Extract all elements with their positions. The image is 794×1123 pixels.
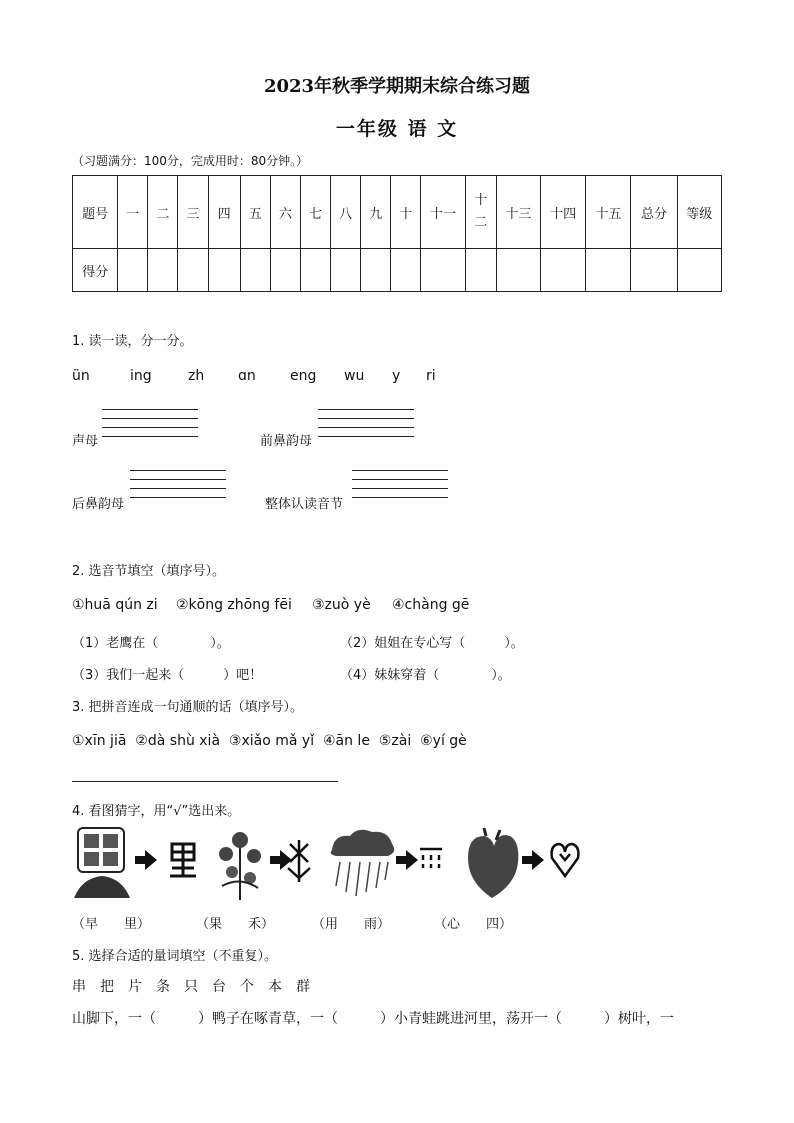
pinyin-item: eng bbox=[290, 368, 317, 384]
label-front-nasal: 前鼻韵母 bbox=[260, 434, 313, 449]
arrow-right-icon bbox=[522, 850, 544, 870]
score-table-header-cell: 六 bbox=[270, 176, 300, 249]
option: ③zuò yè bbox=[312, 597, 371, 613]
field-on-mound-icon bbox=[72, 826, 132, 902]
score-table-header-cell: 九 bbox=[361, 176, 391, 249]
q2-item-2: （2）姐姐在专心写（ ）。 bbox=[340, 636, 524, 651]
q5-title: 5. 选择合适的量词填空（不重复）。 bbox=[72, 949, 278, 964]
score-table-header-label: 题号 bbox=[73, 176, 118, 249]
score-cell[interactable] bbox=[421, 249, 465, 292]
q4-choice-3[interactable]: （用 雨） bbox=[312, 917, 391, 932]
score-cell[interactable] bbox=[331, 249, 361, 292]
q5-word-bank: 串 把 片 条 只 台 个 本 群 bbox=[72, 979, 310, 995]
fruit-tree-icon bbox=[212, 826, 268, 902]
score-cell[interactable] bbox=[240, 249, 270, 292]
answer-lines[interactable] bbox=[130, 470, 226, 506]
score-table-header-cell: 四 bbox=[208, 176, 240, 249]
q4-choice-2[interactable]: （果 禾） bbox=[196, 917, 275, 932]
score-table-row-label: 得分 bbox=[73, 249, 118, 292]
score-table-header-cell: 五 bbox=[240, 176, 270, 249]
score-cell[interactable] bbox=[391, 249, 421, 292]
q4-choice-1[interactable]: （早 里） bbox=[72, 917, 151, 932]
q2-title: 2. 选音节填空（填序号）。 bbox=[72, 564, 226, 579]
score-cell[interactable] bbox=[631, 249, 677, 292]
ancient-xin-glyph-icon bbox=[548, 840, 582, 878]
score-table-header-row bbox=[73, 176, 722, 249]
label-back-nasal: 后鼻韵母 bbox=[72, 497, 125, 512]
ancient-yu-glyph-icon bbox=[418, 846, 444, 872]
score-table-header-cell: 等级 bbox=[677, 176, 721, 249]
score-cell[interactable] bbox=[541, 249, 586, 292]
q1-title: 1. 读一读，分一分。 bbox=[72, 334, 193, 349]
pinyin-item: wu bbox=[344, 368, 365, 384]
option: ④chàng gē bbox=[392, 597, 470, 613]
arrow-right-icon bbox=[396, 850, 418, 870]
option: ②kōng zhōng fēi bbox=[176, 597, 292, 613]
score-table-header-cell: 十 bbox=[391, 176, 421, 249]
score-cell[interactable] bbox=[118, 249, 148, 292]
score-table-header-cell: 总分 bbox=[631, 176, 677, 249]
ancient-guo-glyph-icon bbox=[284, 838, 314, 884]
score-cell[interactable] bbox=[148, 249, 178, 292]
q2-item-1: （1）老鹰在（ ）。 bbox=[72, 636, 230, 651]
score-cell[interactable] bbox=[208, 249, 240, 292]
score-table bbox=[72, 175, 722, 292]
pinyin-item: ün bbox=[72, 368, 90, 384]
score-cell[interactable] bbox=[300, 249, 330, 292]
score-table-score-row bbox=[73, 249, 722, 292]
score-table-header-cell: 十四 bbox=[541, 176, 586, 249]
pinyin-item: ing bbox=[130, 368, 152, 384]
page-title: 2023年秋季学期期末综合练习题 bbox=[263, 76, 531, 97]
q4-title: 4. 看图猜字，用“√”选出来。 bbox=[72, 804, 241, 819]
ancient-li-glyph-icon bbox=[168, 840, 198, 880]
label-whole-syllable: 整体认读音节 bbox=[265, 497, 344, 512]
score-cell[interactable] bbox=[496, 249, 540, 292]
answer-lines[interactable] bbox=[102, 409, 198, 445]
q4-choice-4[interactable]: （心 四） bbox=[434, 917, 513, 932]
score-cell[interactable] bbox=[677, 249, 721, 292]
score-table-header-cell: 十一 bbox=[421, 176, 465, 249]
answer-lines[interactable] bbox=[318, 409, 414, 445]
q3-options: ①xīn jiā ②dà shù xià ③xiǎo mǎ yǐ ④ān le ⑤zài ⑥yí gè bbox=[72, 733, 467, 749]
label-initials: 声母 bbox=[72, 434, 99, 449]
q2-item-3: （3）我们一起来（ ）吧！ bbox=[72, 668, 263, 683]
pinyin-item: ɑn bbox=[238, 368, 256, 384]
score-table-header-cell: 十五 bbox=[586, 176, 631, 249]
heart-icon bbox=[462, 826, 522, 902]
pinyin-item: y bbox=[392, 368, 401, 384]
score-table-header-cell: 十三 bbox=[496, 176, 540, 249]
q3-title: 3. 把拼音连成一句通顺的话（填序号）。 bbox=[72, 700, 304, 715]
score-table-header-cell: 八 bbox=[331, 176, 361, 249]
rain-cloud-icon bbox=[328, 826, 398, 902]
arrow-right-icon bbox=[135, 850, 157, 870]
option: ①huā qún zi bbox=[72, 597, 158, 613]
score-table-header-cell: 一 bbox=[118, 176, 148, 249]
score-table-header-cell: 十 二 bbox=[465, 176, 496, 249]
answer-line[interactable] bbox=[72, 781, 338, 782]
score-cell[interactable] bbox=[586, 249, 631, 292]
score-cell[interactable] bbox=[270, 249, 300, 292]
score-table-header-cell: 三 bbox=[178, 176, 208, 249]
pinyin-item: ri bbox=[426, 368, 436, 384]
exam-note: （习题满分：100分，完成用时：80分钟。） bbox=[72, 154, 309, 168]
pinyin-item: zh bbox=[188, 368, 205, 384]
score-cell[interactable] bbox=[465, 249, 496, 292]
answer-lines[interactable] bbox=[352, 470, 448, 506]
q2-item-4: （4）妹妹穿着（ ）。 bbox=[340, 668, 511, 683]
score-cell[interactable] bbox=[361, 249, 391, 292]
score-table-header-cell: 七 bbox=[300, 176, 330, 249]
q5-sentence: 山脚下，一（ ）鸭子在啄青草，一（ ）小青蛙跳进河里，荡开一（ ）树叶，一 bbox=[72, 1011, 674, 1027]
score-cell[interactable] bbox=[178, 249, 208, 292]
page-subtitle: 一年级 语 文 bbox=[335, 118, 459, 140]
score-table-header-cell: 二 bbox=[148, 176, 178, 249]
